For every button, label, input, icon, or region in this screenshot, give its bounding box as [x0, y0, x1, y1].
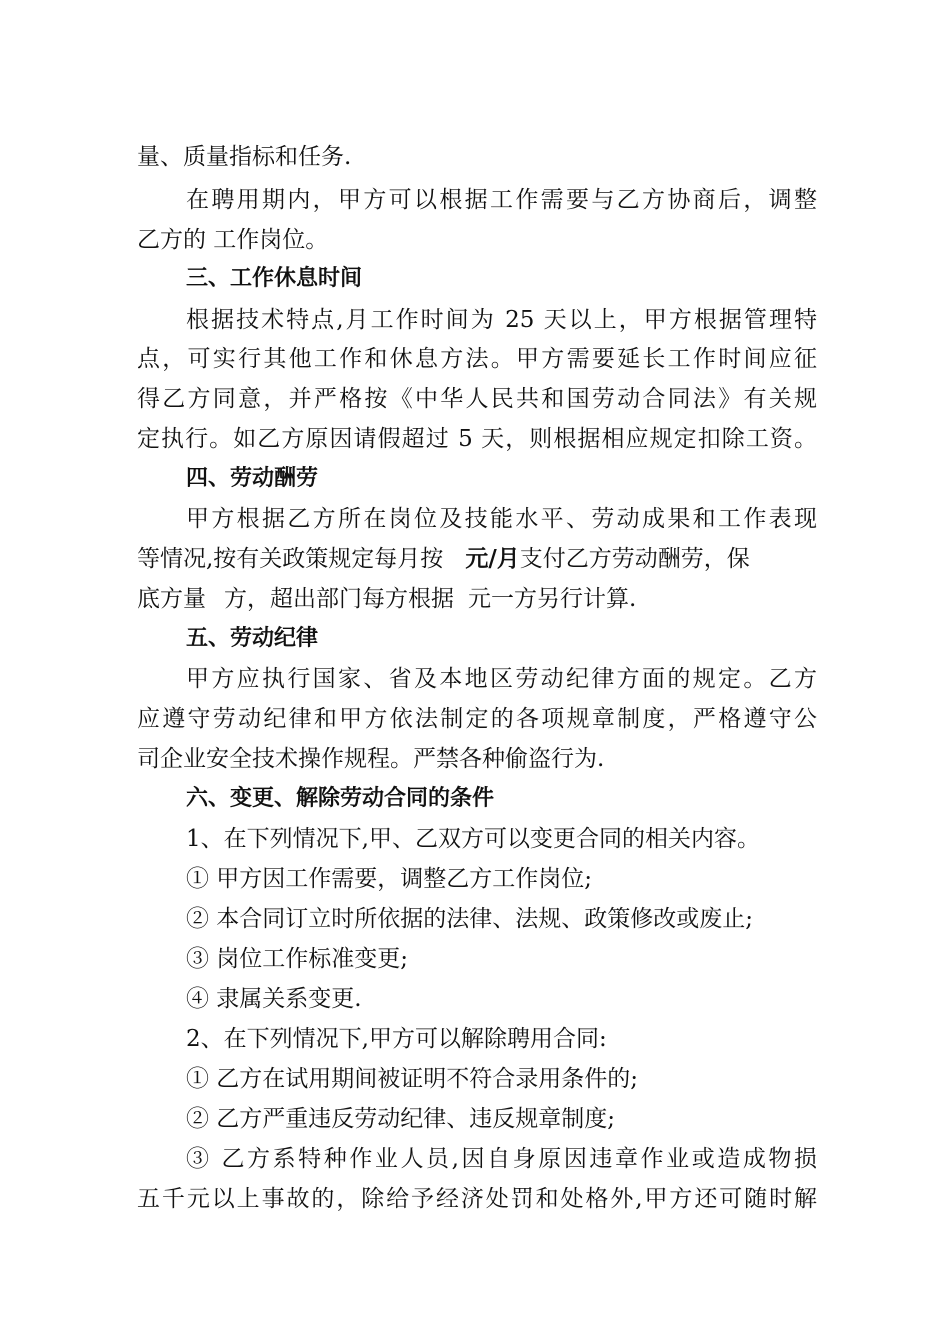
paragraph-line: 乙方的 工作岗位。: [137, 227, 329, 253]
paragraph-line: 甲方根据乙方所在岗位及技能水平、劳动成果和工作表现: [186, 506, 817, 532]
list-item: ② 本合同订立时所依据的法律、法规、政策修改或废止;: [186, 906, 754, 932]
section-heading-contract-change: 六、变更、解除劳动合同的条件: [186, 786, 495, 811]
section-heading-discipline: 五、劳动纪律: [186, 626, 319, 651]
quota-text-3: 元一方另行计算.: [468, 586, 637, 612]
wage-unit: 元/月: [465, 545, 520, 572]
paragraph-line: 司企业安全技术操作规程。严禁各种偷盗行为.: [137, 746, 605, 772]
wage-text-start: 等情况,按有关政策规定每月按: [137, 546, 444, 572]
paragraph-line-wage: [137, 539, 817, 579]
paragraph-line: 根据技术特点,月工作时间为 25 天以上，甲方根据管理特: [186, 307, 817, 333]
section-heading-rest-time: 三、工作休息时间: [186, 266, 363, 291]
paragraph-line: 甲方应执行国家、省及本地区劳动纪律方面的规定。乙方: [186, 666, 817, 692]
list-item: ① 甲方因工作需要，调整乙方工作岗位;: [186, 866, 593, 892]
paragraph-line: 五千元以上事故的，除给予经济处罚和处格外,甲方还可随时解: [137, 1186, 817, 1212]
list-item: ① 乙方在试用期间被证明不符合录用条件的;: [186, 1066, 639, 1092]
list-item: ④ 隶属关系变更.: [186, 986, 362, 1012]
list-item: 1、在下列情况下,甲、乙双方可以变更合同的相关内容。: [186, 826, 760, 852]
paragraph-line-quota: [137, 579, 817, 619]
list-item: ② 乙方严重违反劳动纪律、违反规章制度;: [186, 1106, 616, 1132]
list-item: ③ 乙方系特种作业人员,因自身原因违章作业或造成物损: [186, 1146, 817, 1172]
quota-text-1: 底方量: [137, 586, 206, 612]
list-item: 2、在下列情况下,甲方可以解除聘用合同:: [186, 1026, 607, 1052]
paragraph-line: 点，可实行其他工作和休息方法。甲方需要延长工作时间应征: [137, 346, 817, 372]
wage-text-end: 支付乙方劳动酬劳，保: [519, 546, 750, 572]
paragraph-line: 在聘用期内，甲方可以根据工作需要与乙方协商后，调整: [186, 187, 817, 213]
quota-text-2: 方，超出部门每方根据: [224, 586, 454, 612]
paragraph-line: 应遵守劳动纪律和甲方依法制定的各项规章制度，严格遵守公: [137, 706, 817, 732]
list-item: ③ 岗位工作标准变更;: [186, 946, 409, 972]
paragraph-line: 量、质量指标和任务.: [137, 144, 352, 170]
section-heading-remuneration: 四、劳动酬劳: [186, 466, 319, 491]
paragraph-line: 得乙方同意，并严格按《中华人民共和国劳动合同法》有关规: [137, 386, 817, 412]
paragraph-line: 定执行。如乙方原因请假超过 5 天，则根据相应规定扣除工资。: [137, 426, 817, 452]
